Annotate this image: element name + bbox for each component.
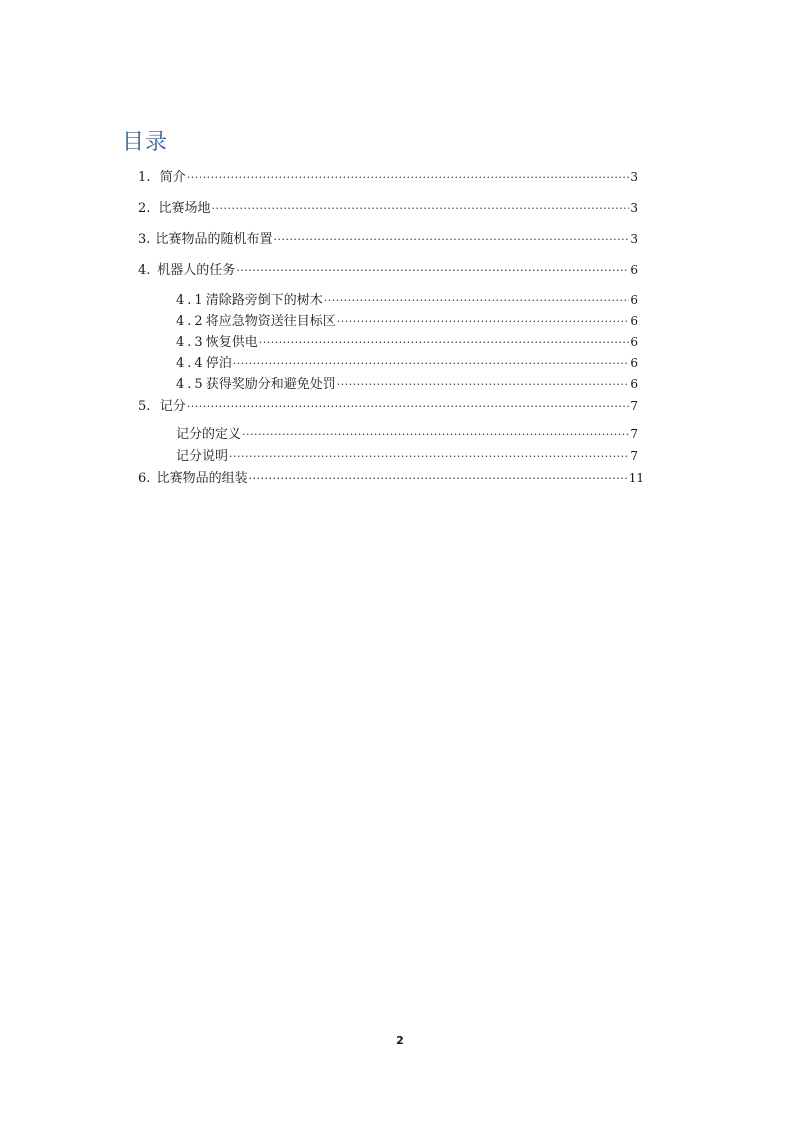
- toc-entry-page: 6: [630, 377, 638, 391]
- toc-entry-text: 简介: [159, 170, 186, 185]
- toc-entry-3[interactable]: [138, 229, 638, 249]
- toc-entry-page: 3: [630, 201, 638, 215]
- toc-entry-page: 3: [630, 170, 638, 184]
- toc-entry-text: 比赛场地: [158, 201, 211, 216]
- toc-entry-1[interactable]: [138, 167, 638, 187]
- dot-leader: [249, 469, 628, 489]
- toc-entry-text: 恢复供电: [205, 335, 258, 350]
- toc-entry-page: 3: [630, 232, 638, 246]
- dot-leader: [233, 354, 630, 374]
- toc-entry-text: 获得奖励分和避免处罚: [205, 377, 336, 392]
- dot-leader: [337, 375, 630, 395]
- toc-entry-number: 4.2: [176, 314, 206, 329]
- toc-entry-page: 6: [630, 263, 638, 277]
- toc-entry-page: 7: [630, 427, 638, 441]
- toc-entry-text: 停泊: [205, 356, 232, 371]
- toc-entry-text: 记分说明: [176, 449, 229, 464]
- dot-leader: [259, 333, 630, 353]
- toc-entry-page: 7: [630, 399, 638, 413]
- dot-leader: [337, 312, 630, 332]
- toc-entry-2[interactable]: [138, 198, 638, 218]
- toc-entry-number: 4.1: [176, 293, 206, 308]
- toc-entry-text: 比赛物品的组装: [156, 471, 248, 486]
- dot-leader: [187, 397, 630, 417]
- dot-leader: [212, 199, 630, 219]
- toc-entry-page: 6: [630, 356, 638, 370]
- dot-leader: [273, 230, 629, 250]
- toc-entry-number: 6.: [138, 471, 151, 486]
- toc-entry-5[interactable]: [138, 396, 638, 416]
- toc-entry-number: 4.4: [176, 356, 206, 371]
- toc-subentry-4-4[interactable]: [176, 353, 638, 373]
- toc-title: 目录: [122, 130, 169, 155]
- toc-entry-page: 6: [630, 314, 638, 328]
- toc-entry-text: 将应急物资送往目标区: [205, 314, 336, 329]
- toc-entry-number: 4.5: [176, 377, 206, 392]
- toc-entry-number: 3.: [138, 232, 151, 247]
- toc-entry-4[interactable]: [138, 260, 638, 280]
- toc-entry-page: 6: [630, 335, 638, 349]
- toc-subentry-4-1[interactable]: [176, 290, 638, 310]
- toc-entry-number: 4.: [138, 263, 151, 278]
- toc-entry-number: 4.3: [176, 335, 206, 350]
- toc-subentry-scoring-notes[interactable]: [176, 446, 638, 466]
- dot-leader: [242, 425, 629, 445]
- toc-entry-number: 5.: [138, 399, 151, 414]
- toc-entry-page: 7: [630, 449, 638, 463]
- toc-subentry-4-5[interactable]: [176, 374, 638, 394]
- toc-entry-number: 1.: [138, 170, 151, 185]
- dot-leader: [324, 291, 630, 311]
- dot-leader: [236, 261, 629, 281]
- dot-leader: [229, 447, 629, 467]
- dot-leader: [187, 168, 630, 188]
- toc-subentry-4-3[interactable]: [176, 332, 638, 352]
- toc-entry-text: 记分: [159, 399, 186, 414]
- toc-entry-page: 6: [630, 293, 638, 307]
- toc-entry-text: 机器人的任务: [157, 263, 236, 278]
- toc-subentry-scoring-definition[interactable]: [176, 424, 638, 444]
- toc-entry-text: 比赛物品的随机布置: [155, 232, 273, 247]
- toc-entry-text: 清除路旁倒下的树木: [205, 293, 323, 308]
- toc-entry-6[interactable]: [138, 468, 644, 488]
- toc-entry-page: 11: [628, 471, 644, 485]
- toc-entry-number: 2.: [138, 201, 151, 216]
- page-number: 2: [396, 1034, 404, 1047]
- toc-subentry-4-2[interactable]: [176, 311, 638, 331]
- toc-entry-text: 记分的定义: [176, 427, 242, 442]
